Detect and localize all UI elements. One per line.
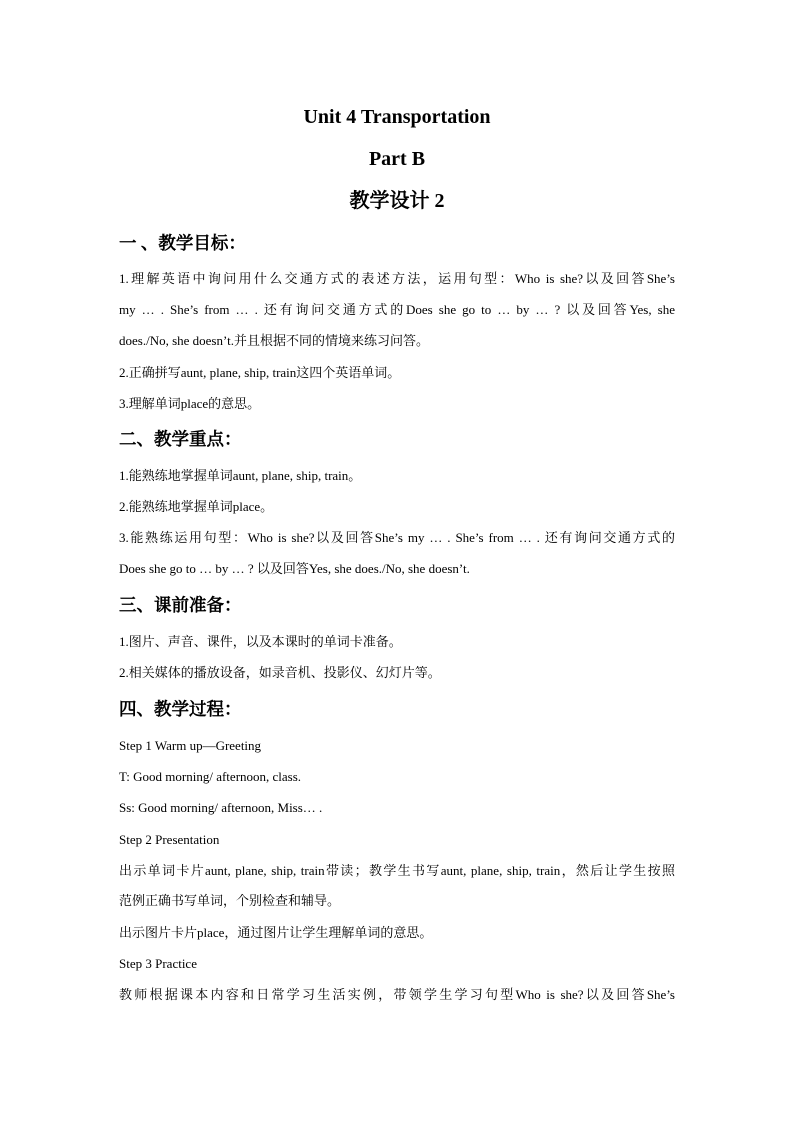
keypoints-item-3 — [119, 522, 675, 584]
section-preparation-heading: 三、课前准备： — [119, 595, 242, 615]
step-2-paragraph-1 — [119, 855, 675, 915]
keypoints-item-3-line-1: 3.能熟练运用句型：Who is she?以及回答She’s my … . She’s from … . 还有询问交通方式的 — [119, 530, 675, 545]
step-3-paragraph-line-1: 教师根据课本内容和日常学习生活实例，带领学生学习句型Who is she?以及回答She’s — [119, 987, 675, 1002]
section-objectives-heading: 一 、教学目标： — [119, 233, 246, 253]
keypoints-item-2: 2.能熟练地掌握单词place。 — [119, 499, 274, 514]
step-2-paragraph-1-line-2: 范例正确书写单词，个别检查和辅导。 — [119, 893, 341, 908]
doc-design-label: 教学设计 2 — [349, 190, 445, 212]
keypoints-item-3-line-2: Does she go to … by … ? 以及回答Yes, she does./No, she doesn’t. — [119, 561, 470, 576]
step-2-title: Step 2 Presentation — [119, 832, 220, 847]
step-3-paragraph — [119, 979, 675, 1010]
objectives-item-2: 2.正确拼写aunt, plane, ship, train这四个英语单词。 — [119, 365, 401, 380]
doc-title: Unit 4 Transportation — [303, 106, 491, 128]
section-process-heading: 四、教学过程： — [119, 699, 242, 719]
doc-subtitle: Part B — [368, 148, 426, 170]
keypoints-item-1: 1.能熟练地掌握单词aunt, plane, ship, train。 — [119, 468, 362, 483]
step-1-students-line: Ss: Good morning/ afternoon, Miss… . — [119, 800, 323, 815]
step-2-paragraph-1-line-1: 出示单词卡片aunt, plane, ship, train带读；教学生书写aunt, plane, ship, train，然后让学生按照 — [119, 863, 675, 878]
step-1-teacher-line: T: Good morning/ afternoon, class. — [119, 769, 302, 784]
objectives-item-1-line-1: 1.理解英语中询问用什么交通方式的表述方法，运用句型：Who is she?以及回答She’s — [119, 271, 675, 286]
step-3-title: Step 3 Practice — [119, 956, 197, 971]
objectives-item-1-line-3: does./No, she doesn’t.并且根据不同的情境来练习问答。 — [119, 333, 429, 348]
objectives-item-1 — [119, 263, 675, 356]
preparation-item-2: 2.相关媒体的播放设备，如录音机、投影仪、幻灯片等。 — [119, 665, 441, 680]
step-1-title: Step 1 Warm up—Greeting — [119, 738, 262, 753]
section-keypoints-heading: 二、教学重点： — [119, 429, 242, 449]
objectives-item-3: 3.理解单词place的意思。 — [119, 396, 261, 411]
preparation-item-1: 1.图片、声音、课件，以及本课时的单词卡准备。 — [119, 634, 402, 649]
objectives-item-1-line-2: my … . She’s from … . 还有询问交通方式的Does she go to … by … ? 以及回答Yes, she — [119, 302, 675, 317]
step-2-paragraph-2: 出示图片卡片place，通过图片让学生理解单词的意思。 — [119, 925, 433, 940]
